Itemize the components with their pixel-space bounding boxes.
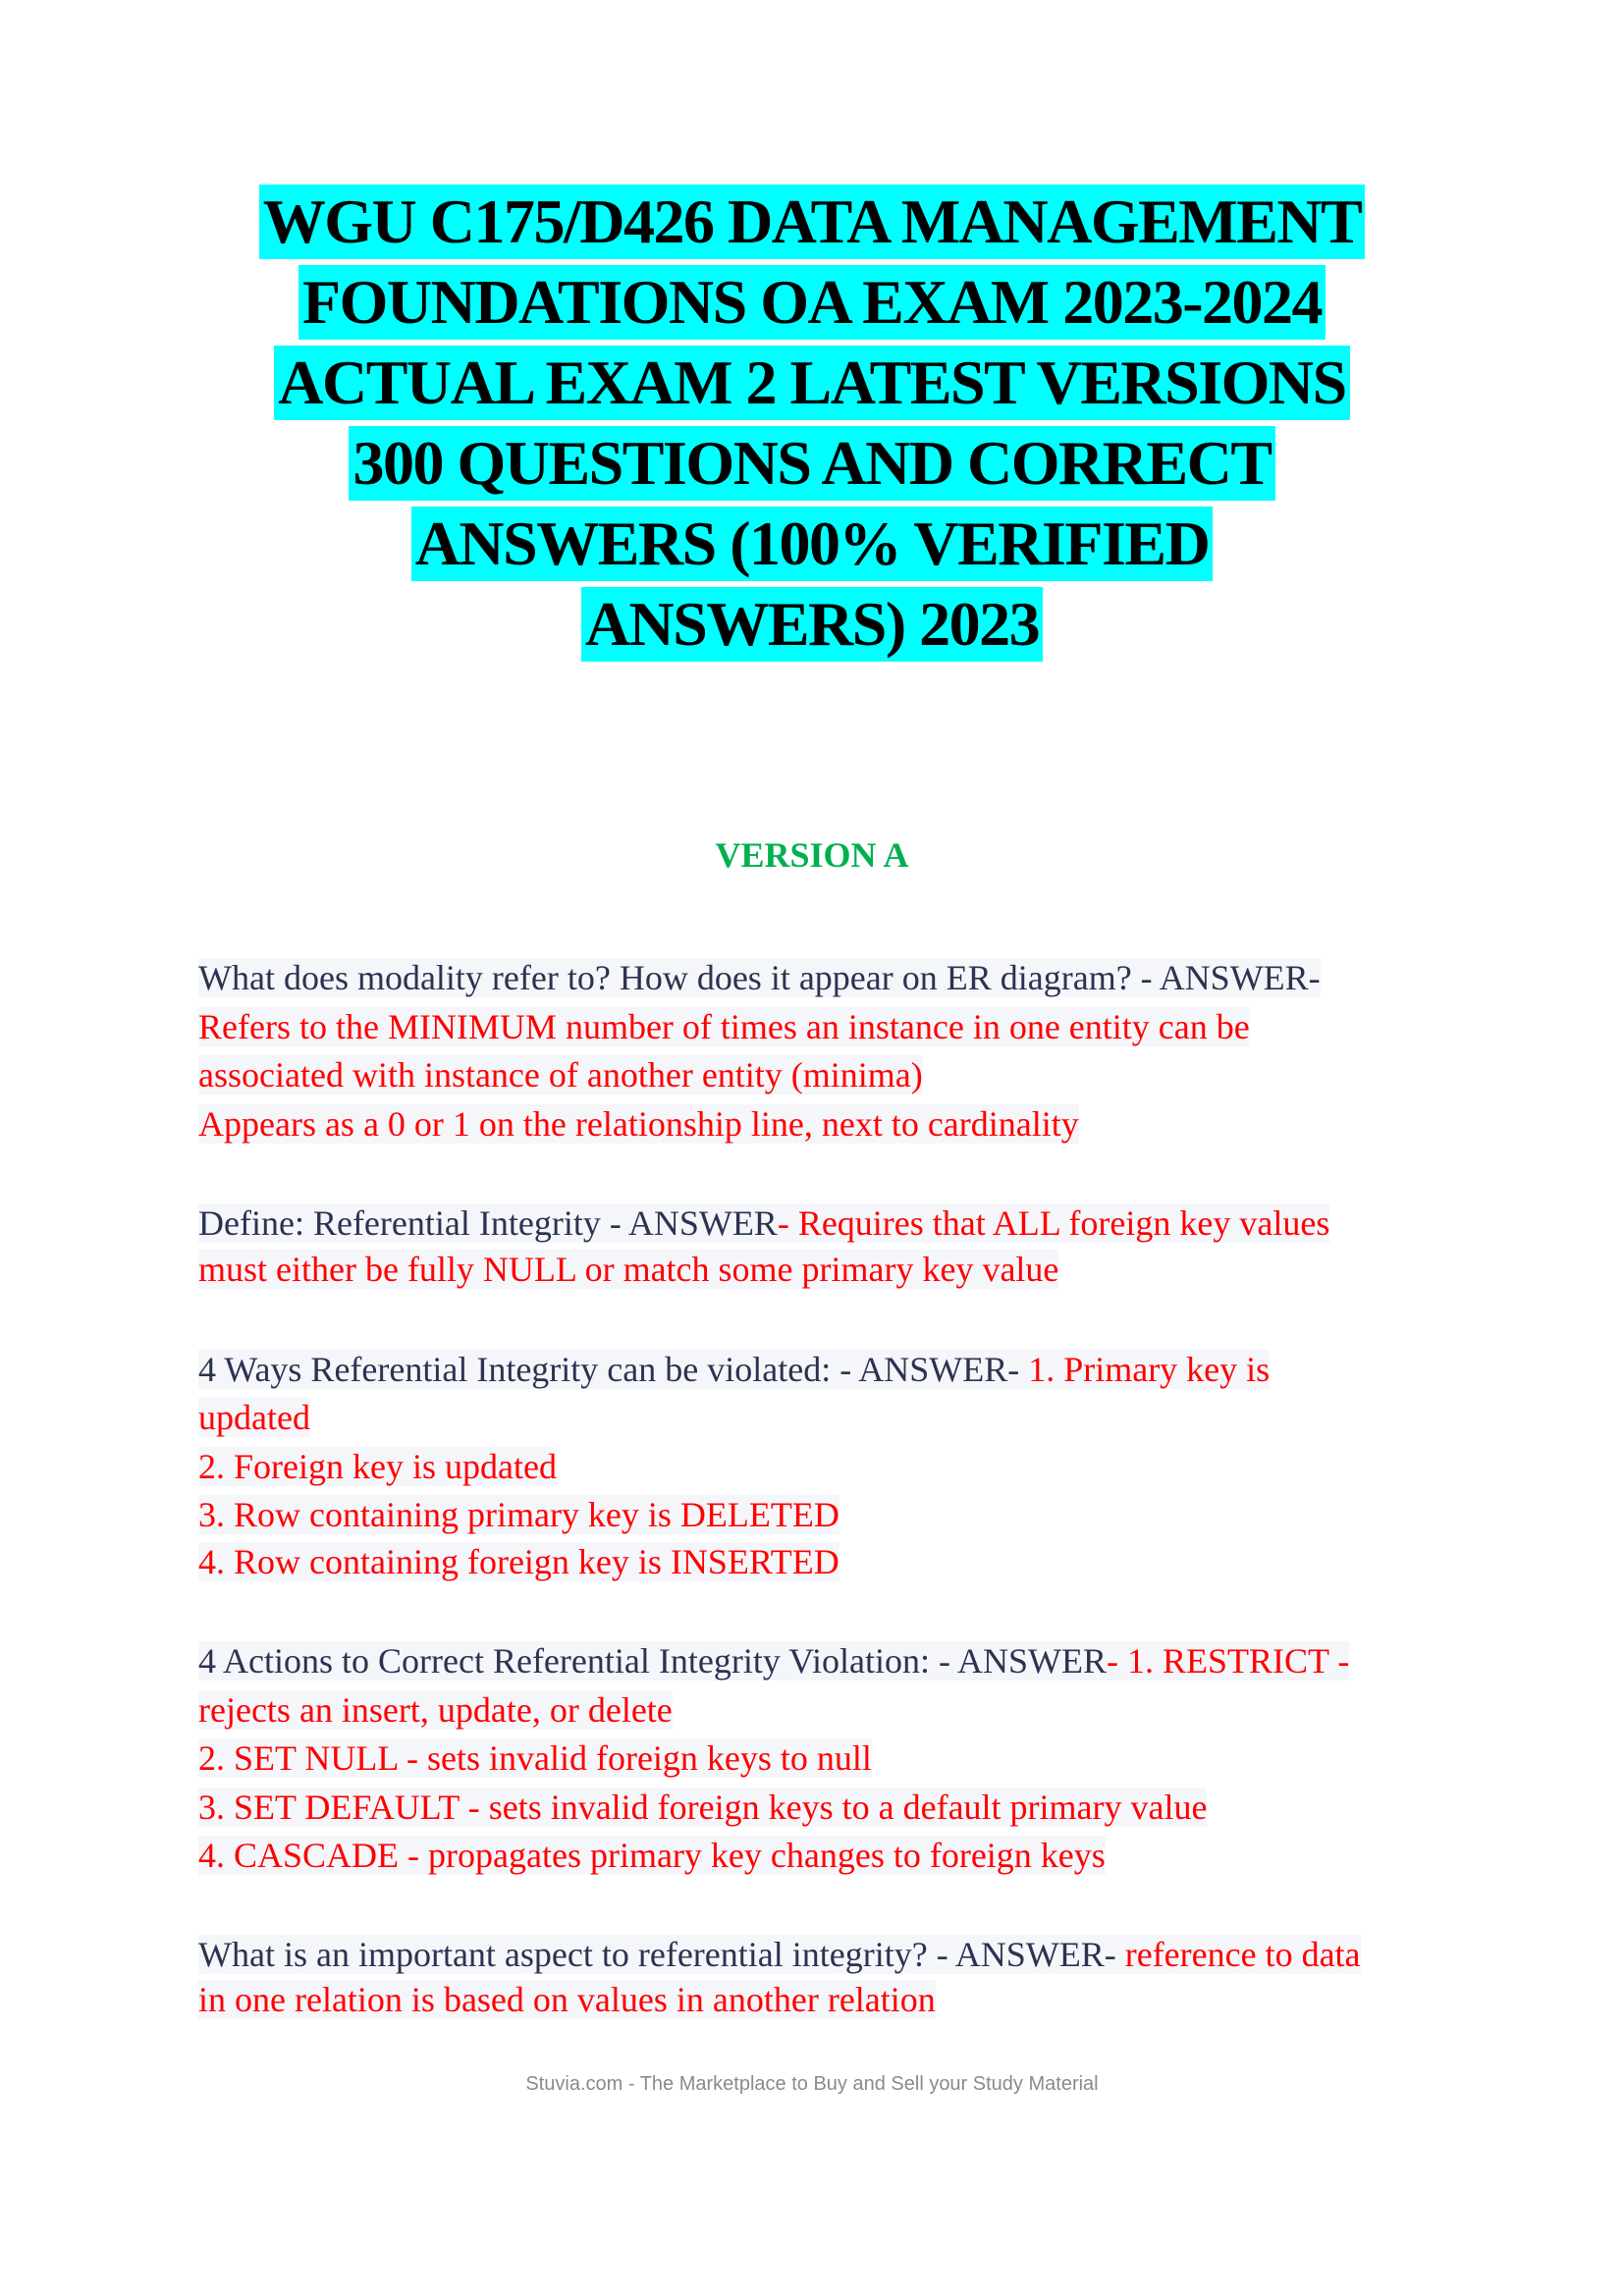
title-line: 300 QUESTIONS AND CORRECT bbox=[0, 426, 1624, 501]
title-line: ANSWERS (100% VERIFIED bbox=[0, 507, 1624, 581]
version-heading: VERSION A bbox=[715, 835, 909, 875]
page-footer: Stuvia.com - The Marketplace to Buy and Sell your Study Material bbox=[525, 2073, 1099, 2095]
question-line: 4 Ways Referential Integrity can be violated: - ANSWER- 1. Primary key is bbox=[198, 1350, 1271, 1389]
title-line: FOUNDATIONS OA EXAM 2023-2024 bbox=[0, 265, 1624, 340]
answer-line: 3. SET DEFAULT - sets invalid foreign keys to a default primary value bbox=[198, 1788, 1208, 1827]
answer-line: 3. Row containing primary key is DELETED bbox=[198, 1495, 839, 1534]
question-line: What is an important aspect to referential integrity? - ANSWER- reference to data bbox=[198, 1935, 1361, 1974]
answer-line: updated bbox=[198, 1398, 310, 1437]
answer-line: must either be fully NULL or match some primary key value bbox=[198, 1250, 1059, 1289]
answer-line: 2. SET NULL - sets invalid foreign keys to null bbox=[198, 1738, 872, 1778]
question-line: What does modality refer to? How does it appear on ER diagram? - ANSWER- bbox=[198, 958, 1321, 997]
question-line: 4 Actions to Correct Referential Integrity Violation: - ANSWER- 1. RESTRICT - bbox=[198, 1641, 1350, 1681]
answer-line: 2. Foreign key is updated bbox=[198, 1447, 557, 1486]
answer-line: Refers to the MINIMUM number of times an instance in one entity can be bbox=[198, 1007, 1250, 1046]
title-line: WGU C175/D426 DATA MANAGEMENT bbox=[0, 185, 1624, 259]
title-line: ACTUAL EXAM 2 LATEST VERSIONS bbox=[0, 346, 1624, 420]
answer-line: 4. Row containing foreign key is INSERTED bbox=[198, 1542, 839, 1581]
answer-line: 4. CASCADE - propagates primary key changes to foreign keys bbox=[198, 1836, 1106, 1875]
question-line: Define: Referential Integrity - ANSWER- Requires that ALL foreign key values bbox=[198, 1203, 1330, 1243]
answer-line: rejects an insert, update, or delete bbox=[198, 1690, 673, 1730]
answer-line: in one relation is based on values in another relation bbox=[198, 1980, 936, 2019]
answer-line: associated with instance of another entity (minima) bbox=[198, 1055, 923, 1095]
answer-line: Appears as a 0 or 1 on the relationship line, next to cardinality bbox=[198, 1104, 1079, 1144]
title-line: ANSWERS) 2023 bbox=[0, 587, 1624, 662]
